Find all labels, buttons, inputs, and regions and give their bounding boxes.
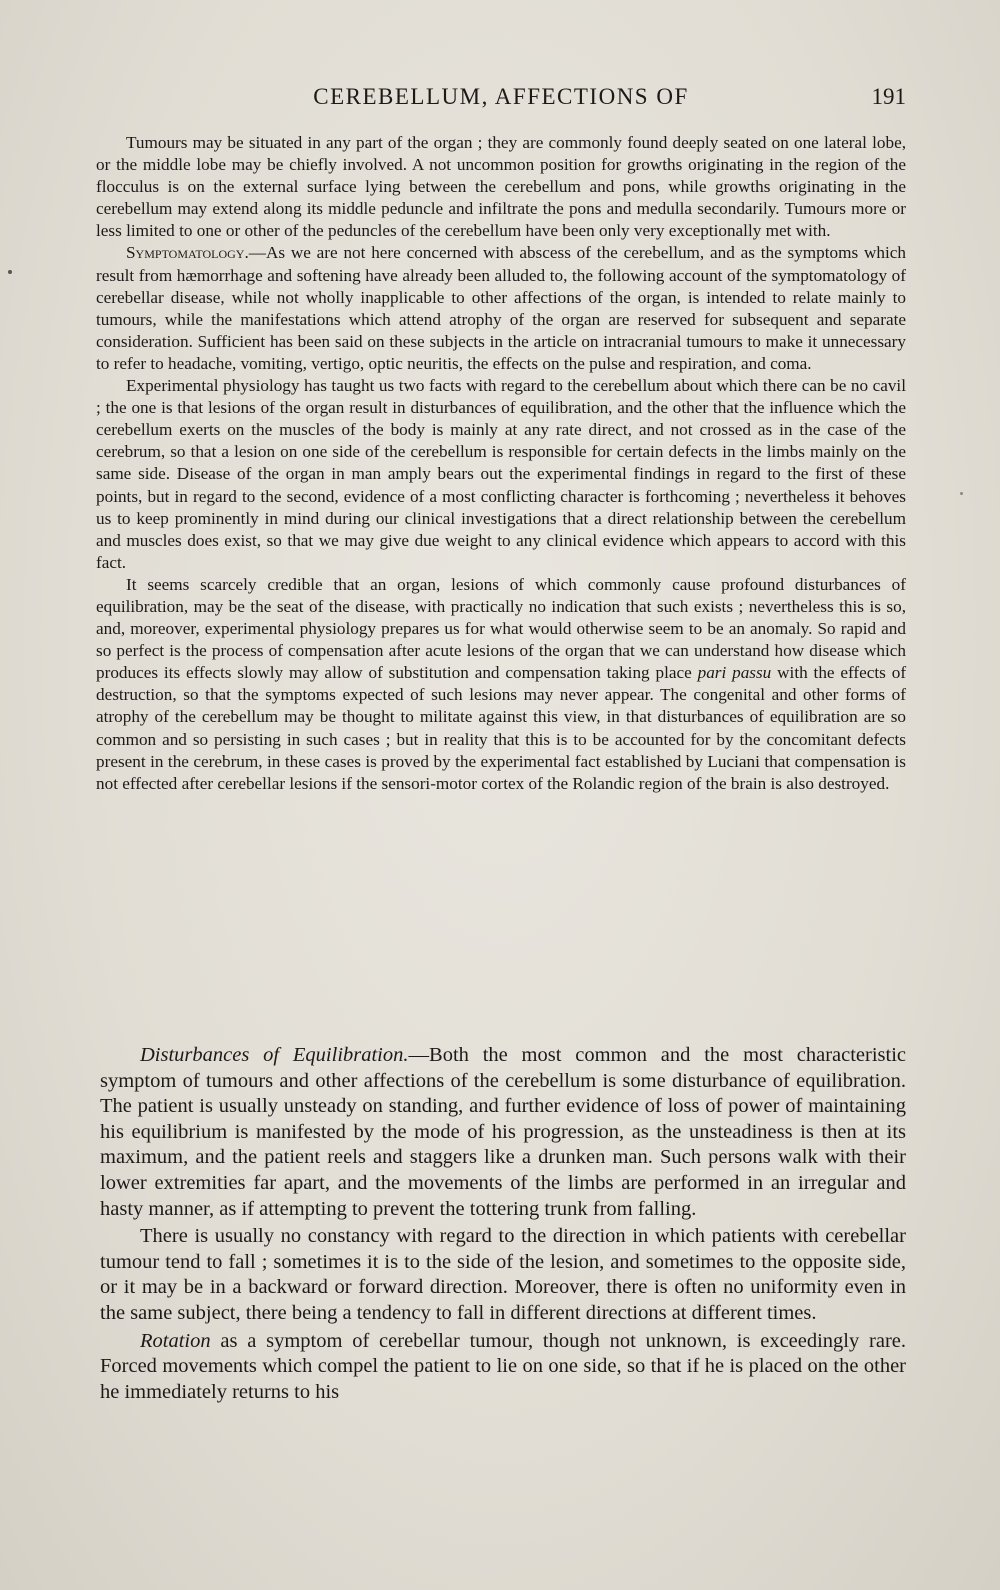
paragraph-text: —As we are not here concerned with abscess of the cerebellum, and as the symptoms which result from hæmorrhage and softening have already been alluded to, the following account of the symptomatology of cerebellar disease, while not wholly inapplicable to other affections of the organ, is intended to relate mainly to tumours, while the manifestations which attend atrophy of the organ are reserved for subsequent and separate consideration. Sufficient has been said on these subjects in the article on intracranial tumours to make it unnecessary to refer to headache, vomiting, vertigo, optic neuritis, the effects on the pulse and respiration, and coma. [96,243,906,373]
section-heading: Symptomatology. [126,243,249,263]
paragraph-text: with the effects of destruction, so that the symptoms expected of such lesions may never appear. The congenital and other forms of atrophy of the cerebellum may be thought to militate against this view, in that disturbances of equilibration are so common and so persisting in such cases ; but in reality that this is to be accounted for by the concomitant defects present in the cerebrum, in these cases is proved by the experimental fact established by Luciani that compensation is not effected after cerebellar lesions if the sensori-motor cortex of the Rolandic region of the brain is also destroyed. [96,663,907,793]
paragraph [100,1043,906,1222]
section-heading: Disturbances of Equilibration. [140,1044,409,1066]
paragraph [96,242,906,375]
paragraph [100,1329,906,1406]
body-text-small [96,132,906,795]
paragraph: Experimental physiology has taught us two facts with regard to the cerebellum about which there can be no cavil ; the one is that lesions of the organ result in disturbances of equilibration, and the other that the influence which the cerebellum exerts on the muscles of the body is mainly at any rate direct, and not crossed as in the case of the cerebrum, so that a lesion on one side of the cerebellum is responsible for certain defects in the limbs mainly on the same side. Disease of the organ in man amply bears out the experimental findings in regard to the first of these points, but in regard to the second, evidence of a most conflicting character is forthcoming ; nevertheless it behoves us to keep prominently in mind during our clinical investigations that a direct relationship between the cerebellum and muscles does exist, so that we may give due weight to any clinical evidence which appears to accord with this fact. [96,376,906,572]
italic-phrase: pari passu [697,663,772,683]
paragraph-text: as a symptom of cerebellar tumour, though not unknown, is exceedingly rare. Forced movements which compel the patient to lie on one side, so that if he is placed on the other he immediately returns to his [100,1329,907,1403]
paragraph [96,574,906,795]
section-heading: Rotation [140,1329,211,1352]
margin-mark [8,270,12,274]
margin-mark [960,492,963,495]
paragraph: Tumours may be situated in any part of the organ ; they are commonly found deeply seated on one lateral lobe, or the middle lobe may be chiefly involved. A not uncommon position for growths originating in the region of the flocculus is on the external surface lying between the cerebellum and pons, while growths originating in the cerebellum may extend along its middle peduncle and infiltrate the pons and medulla secondarily. Tumours more or less limited to one or other of the peduncles of the cerebellum have been only very exceptionally met with. [96,133,906,241]
running-header [96,84,906,114]
running-title: CEREBELLUM, AFFECTIONS OF [313,84,689,109]
paragraph-text: It seems scarcely credible that an organ, lesions of which commonly cause profound disturbances of equilibration, may be the seat of the disease, with practically no indication that such exists ; nevertheless this is so, and, moreover, experimental physiology prepares us for what would otherwise seem to be an anomaly. So rapid and so perfect is the process of compensation after acute lesions of the organ that we can understand how disease which produces its effects slowly may allow of substitution and compensation taking place [96,574,906,683]
body-text-large [100,1043,906,1407]
paragraph-text: —Both the most common and the most characteristic symptom of tumours and other affections of the cerebellum is some disturbance of equilibration. The patient is usually unsteady on standing, and further evidence of loss of power of maintaining his equilibrium is manifested by the mode of his progression, as the unsteadiness is then at its maximum, and the patient reels and staggers like a drunken man. Such persons walk with their lower extremities far apart, and the movements of the limbs are performed in an irregular and hasty manner, as if attempting to prevent the tottering trunk from falling. [100,1044,907,1220]
page-number: 191 [871,84,906,109]
paragraph: There is usually no constancy with regard to the direction in which patients with cerebellar tumour tend to fall ; sometimes it is to the side of the lesion, and sometimes to the opposite side, or it may be in a backward or forward direction. Moreover, there is often no uniformity even in the same subject, there being a tendency to fall in different directions at different times. [100,1225,906,1324]
